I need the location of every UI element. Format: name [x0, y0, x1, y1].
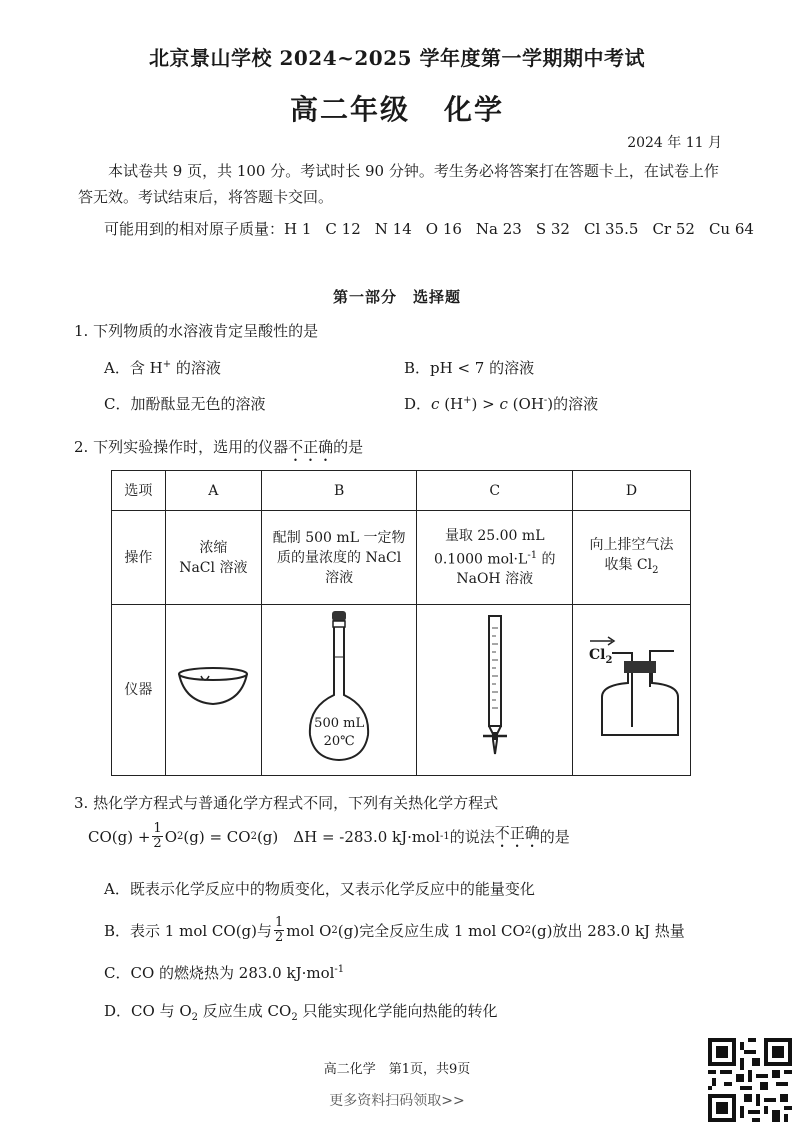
header-option: 选项 — [112, 471, 166, 511]
table-row — [112, 511, 691, 605]
q1-option-b: B．pH < 7 的溶液 — [404, 359, 535, 377]
burette-icon — [475, 612, 515, 762]
q1-d-c: c — [499, 395, 508, 413]
op-b-line3: 溶液 — [325, 569, 354, 586]
row-label-instrument: 仪器 — [112, 605, 166, 776]
inst-b — [261, 605, 417, 776]
q1-d-text: (H — [439, 395, 464, 413]
q3-b-text: mol O — [286, 921, 332, 940]
subject: 化学 — [444, 93, 505, 126]
op-d-sub: 2 — [652, 564, 659, 576]
q3-equation — [88, 822, 570, 851]
q3-b-sub: 2 — [524, 925, 532, 936]
q3-b-text: (g)放出 283.0 kJ 热量 — [531, 922, 685, 940]
q1-option-c: C．加酚酞显无色的溶液 — [104, 395, 266, 413]
mass-item: S 32 — [535, 220, 570, 238]
header-b: B — [261, 471, 417, 511]
q2-stem-text2: 的是 — [333, 438, 364, 456]
q1-d-sup: + — [463, 395, 472, 406]
q3-c-sup: -1 — [334, 964, 345, 975]
q3-d-sub: 2 — [191, 1012, 199, 1023]
q3-d-text: 只能实现化学能向热能的转化 — [297, 1002, 498, 1020]
grade-subject — [0, 88, 794, 128]
eq-sub: 2 — [250, 831, 257, 842]
eq-text: CO(g) + — [88, 827, 151, 846]
mass-item: N 14 — [374, 220, 412, 238]
qr-code-icon[interactable] — [708, 1038, 792, 1122]
q1-d-text: ) > — [471, 395, 500, 413]
row-label-operation: 操作 — [112, 511, 166, 605]
op-d-text: 收集 Cl — [604, 556, 653, 573]
q3-c-text: C．CO 的燃烧热为 283.0 kJ·mol — [104, 964, 335, 982]
flask-volume: 500 mL — [314, 716, 365, 731]
op-c-de: 的 — [537, 551, 556, 568]
op-c-conc: 0.1000 mol·L — [433, 551, 528, 568]
q2-stem-emphasis: 不正确 — [288, 438, 334, 456]
gas-label — [589, 645, 612, 671]
inst-c — [417, 605, 573, 776]
op-a-line1: 浓缩 — [199, 539, 228, 556]
q3-stem: 3. 热化学方程式与普通化学方程式不同，下列有关热化学方程式 — [74, 794, 499, 812]
q3-d-text: 反应生成 CO — [198, 1002, 292, 1020]
q3-b-text: (g)完全反应生成 1 mol CO — [337, 922, 525, 940]
op-b — [261, 511, 417, 605]
op-b-line1: 配制 500 mL 一定物 — [272, 529, 406, 546]
mass-item: Cu 64 — [708, 220, 754, 238]
table-row — [112, 471, 691, 511]
op-d — [573, 511, 691, 605]
evaporating-dish-icon — [173, 662, 253, 712]
q3-option-a: A．既表示化学反应中的物质变化，又表示化学反应中的能量变化 — [104, 880, 535, 898]
gas-symbol: Cl — [589, 647, 606, 663]
mass-item: H 1 — [284, 220, 312, 238]
header-c: C — [417, 471, 573, 511]
op-c — [417, 511, 573, 605]
eq-sub: 2 — [177, 831, 184, 842]
frac-den: 2 — [153, 836, 162, 851]
op-c-sup: -1 — [527, 549, 538, 561]
eq-text: (g) ΔH = -283.0 kJ·mol — [256, 828, 440, 846]
q3-b-sub: 2 — [331, 925, 338, 936]
op-c-line1: 量取 25.00 mL — [444, 527, 545, 544]
mass-item: O 16 — [425, 220, 462, 238]
q1-a-text2: 的溶液 — [171, 359, 221, 377]
instructions: 本试卷共 9 页，共 100 分。考试时长 90 分钟。考生务必将答案打在答题卡上，在试卷上作答无效。考试结束后，将答题卡交回。 — [78, 162, 719, 206]
op-c-line2 — [421, 546, 568, 570]
eq-text: O — [164, 827, 178, 846]
q2-table — [111, 470, 691, 776]
mass-item: Cl 35.5 — [583, 220, 639, 238]
q2-stem — [74, 436, 363, 465]
inst-d — [573, 605, 691, 776]
q1-d-c: c — [431, 395, 440, 413]
op-d-line2 — [577, 555, 686, 581]
eq-sup: -1 — [439, 831, 450, 842]
op-a-line2: NaCl 溶液 — [179, 559, 248, 576]
fraction-half — [152, 822, 162, 851]
q3-d-text: D．CO 与 O — [104, 1002, 192, 1020]
q3-option-b — [104, 916, 685, 945]
q1-d-text: (OH — [507, 395, 544, 413]
flask-label — [262, 715, 417, 751]
q1-a-text: A．含 H — [104, 359, 163, 377]
atomic-masses — [104, 218, 768, 239]
op-d-line1: 向上排空气法 — [589, 536, 674, 553]
atomic-masses-label: 可能用到的相对原子质量： — [104, 220, 285, 238]
frac-den: 2 — [275, 930, 284, 945]
op-c-line3: NaOH 溶液 — [456, 571, 534, 588]
fraction-half — [274, 916, 284, 945]
q2-stem-text: 2. 下列实验操作时，选用的仪器 — [74, 438, 289, 456]
q3-d-sub: 2 — [291, 1012, 298, 1023]
q1-stem: 1. 下列物质的水溶液肯定呈酸性的是 — [74, 322, 319, 340]
section-title: 第一部分 选择题 — [332, 288, 461, 306]
frac-num: 1 — [275, 915, 284, 930]
mass-item: Cr 52 — [652, 220, 695, 238]
grade: 高二年级 — [289, 93, 410, 126]
q3-option-c — [104, 962, 344, 983]
q1-option-d — [404, 393, 598, 414]
flask-temp: 20℃ — [323, 734, 355, 749]
q3-b-text: B．表示 1 mol CO(g)与 — [104, 922, 273, 940]
op-a — [165, 511, 261, 605]
inst-a — [165, 605, 261, 776]
page-footer: 高二化学 第1页，共9页 — [323, 1062, 471, 1077]
q1-option-a — [104, 357, 221, 378]
header-d: D — [573, 471, 691, 511]
eq-text: 的说法 — [449, 828, 495, 846]
eq-text: 的是 — [539, 828, 570, 846]
header-a: A — [165, 471, 261, 511]
q1-d-text: D． — [404, 395, 432, 413]
exam-title: 北京景山学校 2024~2025 学年度第一学期期中考试 — [148, 46, 645, 70]
more-resources-link[interactable]: 更多资料扫码领取>> — [329, 1093, 465, 1109]
eq-emphasis: 不正确 — [494, 824, 540, 842]
table-row — [112, 605, 691, 776]
q3-option-d — [104, 1000, 497, 1023]
gas-sub: 2 — [605, 654, 613, 666]
mass-item: C 12 — [325, 220, 361, 238]
frac-num: 1 — [153, 821, 162, 836]
exam-date: 2024 年 11 月 — [627, 135, 722, 151]
mass-item: Na 23 — [475, 220, 522, 238]
q1-d-sup: - — [543, 395, 548, 406]
q1-a-sup: + — [162, 359, 172, 370]
op-b-line2: 质的量浓度的 NaCl — [277, 549, 402, 566]
q1-d-text: )的溶液 — [547, 395, 599, 413]
eq-text: (g) = CO — [183, 827, 251, 846]
